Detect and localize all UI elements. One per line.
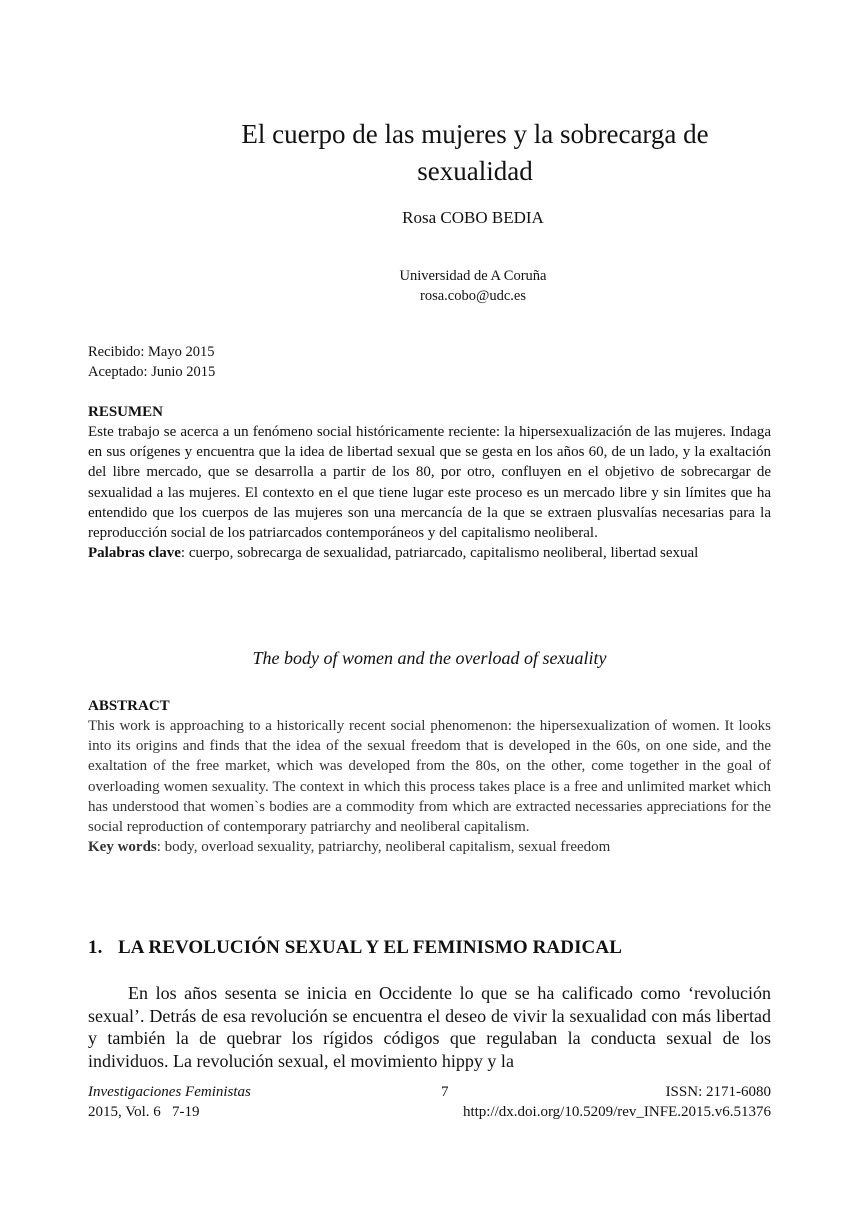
resumen-section xyxy=(88,402,771,563)
body-paragraph-text: En los años sesenta se inicia en Occidente lo que se ha calificado como ‘revolución sexual’. Detrás de esa revolución se encuentra el deseo de vivir la sexualidad con más libertad y también la de quebrar los rígidos códigos que regulaban la conducta sexual de los individuos. La revolución sexual, el movimiento hippy y la xyxy=(88,983,771,1071)
key-words-label: Key words xyxy=(88,839,157,856)
author-affiliation xyxy=(88,266,857,306)
page-number: 7 xyxy=(441,1084,449,1100)
section-heading xyxy=(88,937,622,959)
abstract-heading: ABSTRACT xyxy=(88,698,170,714)
page-footer xyxy=(88,1082,771,1122)
volume-pages: 2015, Vol. 6 7-19 xyxy=(88,1104,200,1120)
submission-dates xyxy=(88,342,215,382)
footer-row-1 xyxy=(88,1082,771,1102)
palabras-clave-text: : cuerpo, sobrecarga de sexualidad, patriarcado, capitalismo neoliberal, libertad sexual xyxy=(180,545,699,562)
author-name: Rosa COBO BEDIA xyxy=(402,208,544,227)
article-title-line-1: El cuerpo de las mujeres y la sobrecarga de xyxy=(241,119,709,149)
english-title: The body of women and the overload of sexuality xyxy=(252,648,607,668)
received-date: Recibido: Mayo 2015 xyxy=(88,344,215,360)
issn: ISSN: 2171-6080 xyxy=(665,1084,771,1100)
doi-link[interactable]: http://dx.doi.org/10.5209/rev_INFE.2015.v6.51376 xyxy=(462,1104,771,1120)
article-title xyxy=(140,116,810,190)
journal-name: Investigaciones Feministas xyxy=(88,1084,251,1100)
key-words-text: : body, overload sexuality, patriarchy, neoliberal capitalism, sexual freedom xyxy=(156,839,611,856)
accepted-date: Aceptado: Junio 2015 xyxy=(88,364,216,380)
author-email[interactable]: rosa.cobo@udc.es xyxy=(420,288,526,304)
resumen-heading: RESUMEN xyxy=(88,404,164,420)
palabras-clave-label: Palabras clave xyxy=(88,545,181,562)
university: Universidad de A Coruña xyxy=(399,268,547,284)
palabras-clave xyxy=(88,543,771,563)
footer-row-2 xyxy=(88,1102,771,1122)
section-title: LA REVOLUCIÓN SEXUAL Y EL FEMINISMO RADICAL xyxy=(118,937,622,958)
resumen-text: Este trabajo se acerca a un fenómeno social históricamente reciente: la hipersexualización de las mujeres. Indaga en sus orígenes y encuentra que la idea de libertad sexual que se gesta en los años 60, de un lado, y la exaltación del libre mercado, que se desarrolla a partir de los 80, por otro, confluyen en el objetivo de sobrecargar de sexualidad a las mujeres. El contexto en el que tiene lugar este proceso es un mercado libre y sin límites que ha entendido que los cuerpos de las mujeres son una mercancía de la que se extraen plusvalías necesarias para la reproducción social de los patriarcados contemporáneos y del capitalismo neoliberal. xyxy=(88,424,771,542)
abstract-text: This work is approaching to a historically recent social phenomenon: the hipersexualization of women. It looks into its origins and finds that the idea of the sexual freedom that is developed in the 60s, on one side, and the exaltation of the free market, which was developed from the 80s, on the other, come together in the goal of overloading women sexuality. The context in which this process takes place is a free and unlimited market which has understood that women`s bodies are a commodity from which are extracted necessaries appreciations for the social reproduction of contemporary patriarchy and neoliberal capitalism. xyxy=(88,718,771,836)
key-words xyxy=(88,837,771,857)
section-number: 1. xyxy=(88,937,103,958)
article-title-line-2: sexualidad xyxy=(417,156,533,186)
abstract-section xyxy=(88,696,771,857)
body-paragraph xyxy=(88,982,771,1072)
